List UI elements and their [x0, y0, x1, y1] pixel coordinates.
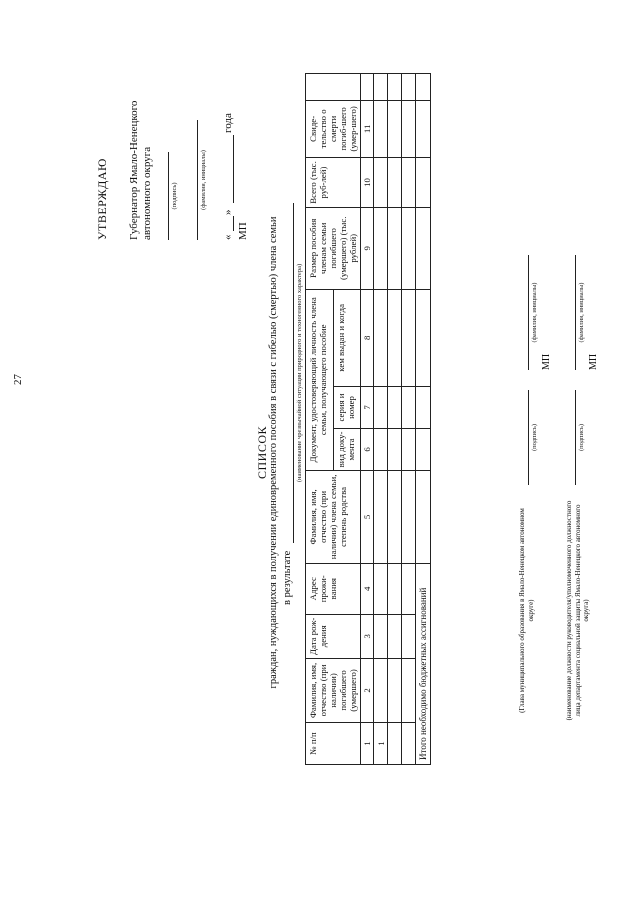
approval-month-line	[233, 135, 234, 203]
table-cell	[416, 100, 431, 157]
approval-title: УТВЕРЖДАЮ	[95, 158, 109, 240]
table-cell	[416, 74, 431, 101]
col-number-10: 10	[361, 158, 374, 208]
col-number-7: 7	[361, 386, 374, 428]
recipients-table	[305, 73, 431, 765]
table-cell	[374, 289, 388, 386]
approval-position-line1: Губернатор Ямало-Ненецкого	[128, 100, 140, 240]
table-cell	[416, 470, 431, 563]
table-cell	[402, 100, 416, 157]
total-label: Итого необходимо бюджетных ассигнований	[416, 563, 431, 764]
table-row	[388, 74, 402, 765]
page-number: 27	[12, 374, 24, 385]
footer-official-position: (наименование должности руководителя/уполномоченного должностного лица департамента социальной защиты Ямало-Ненецкого автономного округа)	[565, 500, 590, 721]
col-number-6: 6	[361, 428, 374, 470]
col-number-8: 8	[361, 289, 374, 386]
table-cell	[374, 614, 388, 658]
list-in-result: в результате	[282, 550, 293, 605]
approval-date-open: «	[222, 234, 234, 240]
header-extra-column	[306, 74, 361, 101]
approval-seal: МП	[237, 222, 249, 240]
list-title: СПИСОК	[255, 426, 269, 480]
result-line	[293, 203, 294, 543]
table-row	[402, 74, 416, 765]
footer-official-sign-line	[575, 390, 576, 485]
table-cell	[374, 158, 388, 208]
table-cell	[388, 289, 402, 386]
col-number-5: 5	[361, 470, 374, 563]
approval-year-suffix: года	[222, 113, 234, 133]
header-document-group: Документ, удостоверяющий личность члена семьи, получающего пособие	[306, 289, 334, 470]
footer-head-name-hint: (фамилия, инициалы)	[531, 282, 538, 343]
footer-head-position: (Глава муниципального образования в Ямало-Ненецком автономном округе)	[518, 508, 535, 713]
approval-day-line	[233, 216, 234, 231]
table-cell	[388, 723, 402, 765]
table-cell	[402, 386, 416, 428]
header-death-certificate: Свиде-тельство о смерти погиб-шего (умер-шего)	[306, 100, 361, 157]
header-number: № п/п	[306, 723, 361, 765]
col-number-2: 2	[361, 658, 374, 722]
table-cell	[388, 614, 402, 658]
approval-position-line2: автономного округа	[141, 146, 153, 240]
table-cell	[374, 428, 388, 470]
table-cell	[416, 289, 431, 386]
footer-official-seal: МП	[588, 353, 599, 370]
list-subtitle: граждан, нуждающихся в получении единовременного пособия в связи с гибелью (смертью) члена семьи	[268, 216, 279, 689]
approval-sign-hint: (подпись)	[171, 182, 178, 210]
table-cell	[388, 658, 402, 722]
table-cell	[388, 207, 402, 289]
col-number-4: 4	[361, 563, 374, 614]
table-cell	[402, 74, 416, 101]
table-cell	[402, 428, 416, 470]
footer-head-sign-line	[528, 390, 529, 485]
header-document-issued: кем выдан и когда	[333, 289, 361, 386]
table-cell	[374, 658, 388, 722]
approval-name-hint: (фамилия, инициалы)	[200, 150, 207, 210]
table-cell	[416, 386, 431, 428]
table-cell	[402, 614, 416, 658]
table-cell	[402, 658, 416, 722]
table-cell	[402, 723, 416, 765]
footer-official-name-hint: (фамилия, инициалы)	[578, 282, 585, 343]
table-cell	[416, 207, 431, 289]
header-family-member: Фамилия, имя, отчество (при наличии) члена семьи, степень родства	[306, 470, 361, 563]
header-amount-member: Размер пособия членам семьи погибшего (умершего) (тыс. рублей)	[306, 207, 361, 289]
table-cell	[402, 563, 416, 614]
header-address: Адрес прожи-вания	[306, 563, 361, 614]
table-cell	[374, 207, 388, 289]
table-cell	[388, 470, 402, 563]
table-cell	[374, 100, 388, 157]
table-cell	[374, 74, 388, 101]
header-total: Всего (тыс. руб-лей)	[306, 158, 361, 208]
table-cell	[402, 470, 416, 563]
table-cell	[374, 470, 388, 563]
col-number-3: 3	[361, 614, 374, 658]
table-cell	[416, 158, 431, 208]
col-number-11: 11	[361, 100, 374, 157]
footer-head-seal: МП	[541, 353, 552, 370]
header-birth-date: Дата рож-дения	[306, 614, 361, 658]
table-cell	[388, 386, 402, 428]
header-deceased-fio: Фамилия, имя, отчество (при наличии) погибшего (умершего)	[306, 658, 361, 722]
header-document-series: серия и номер	[333, 386, 361, 428]
table-cell: 1	[374, 723, 388, 765]
table-row	[374, 74, 388, 765]
table-cell	[402, 158, 416, 208]
approval-sign-line	[168, 152, 169, 240]
table-cell	[388, 74, 402, 101]
table-cell	[402, 207, 416, 289]
result-hint: (наименование чрезвычайной ситуации природного и техногенного характера)	[296, 263, 303, 483]
table-cell	[388, 428, 402, 470]
footer-official-name-line	[575, 255, 576, 370]
table-cell	[402, 289, 416, 386]
table-cell	[388, 100, 402, 157]
col-number-9: 9	[361, 207, 374, 289]
footer-head-name-line	[528, 255, 529, 370]
approval-name-line	[197, 120, 198, 240]
table-cell	[416, 428, 431, 470]
footer-head-sign-hint: (подпись)	[531, 424, 538, 451]
table-cell	[374, 386, 388, 428]
col-number-extra	[361, 74, 374, 101]
approval-date-close: »	[222, 209, 234, 215]
table-cell	[388, 158, 402, 208]
header-document-type: вид доку-мента	[333, 428, 361, 470]
col-number-1: 1	[361, 723, 374, 765]
table-cell	[388, 563, 402, 614]
footer-official-sign-hint: (подпись)	[578, 424, 585, 451]
table-total-row	[416, 74, 431, 765]
table-cell	[374, 563, 388, 614]
